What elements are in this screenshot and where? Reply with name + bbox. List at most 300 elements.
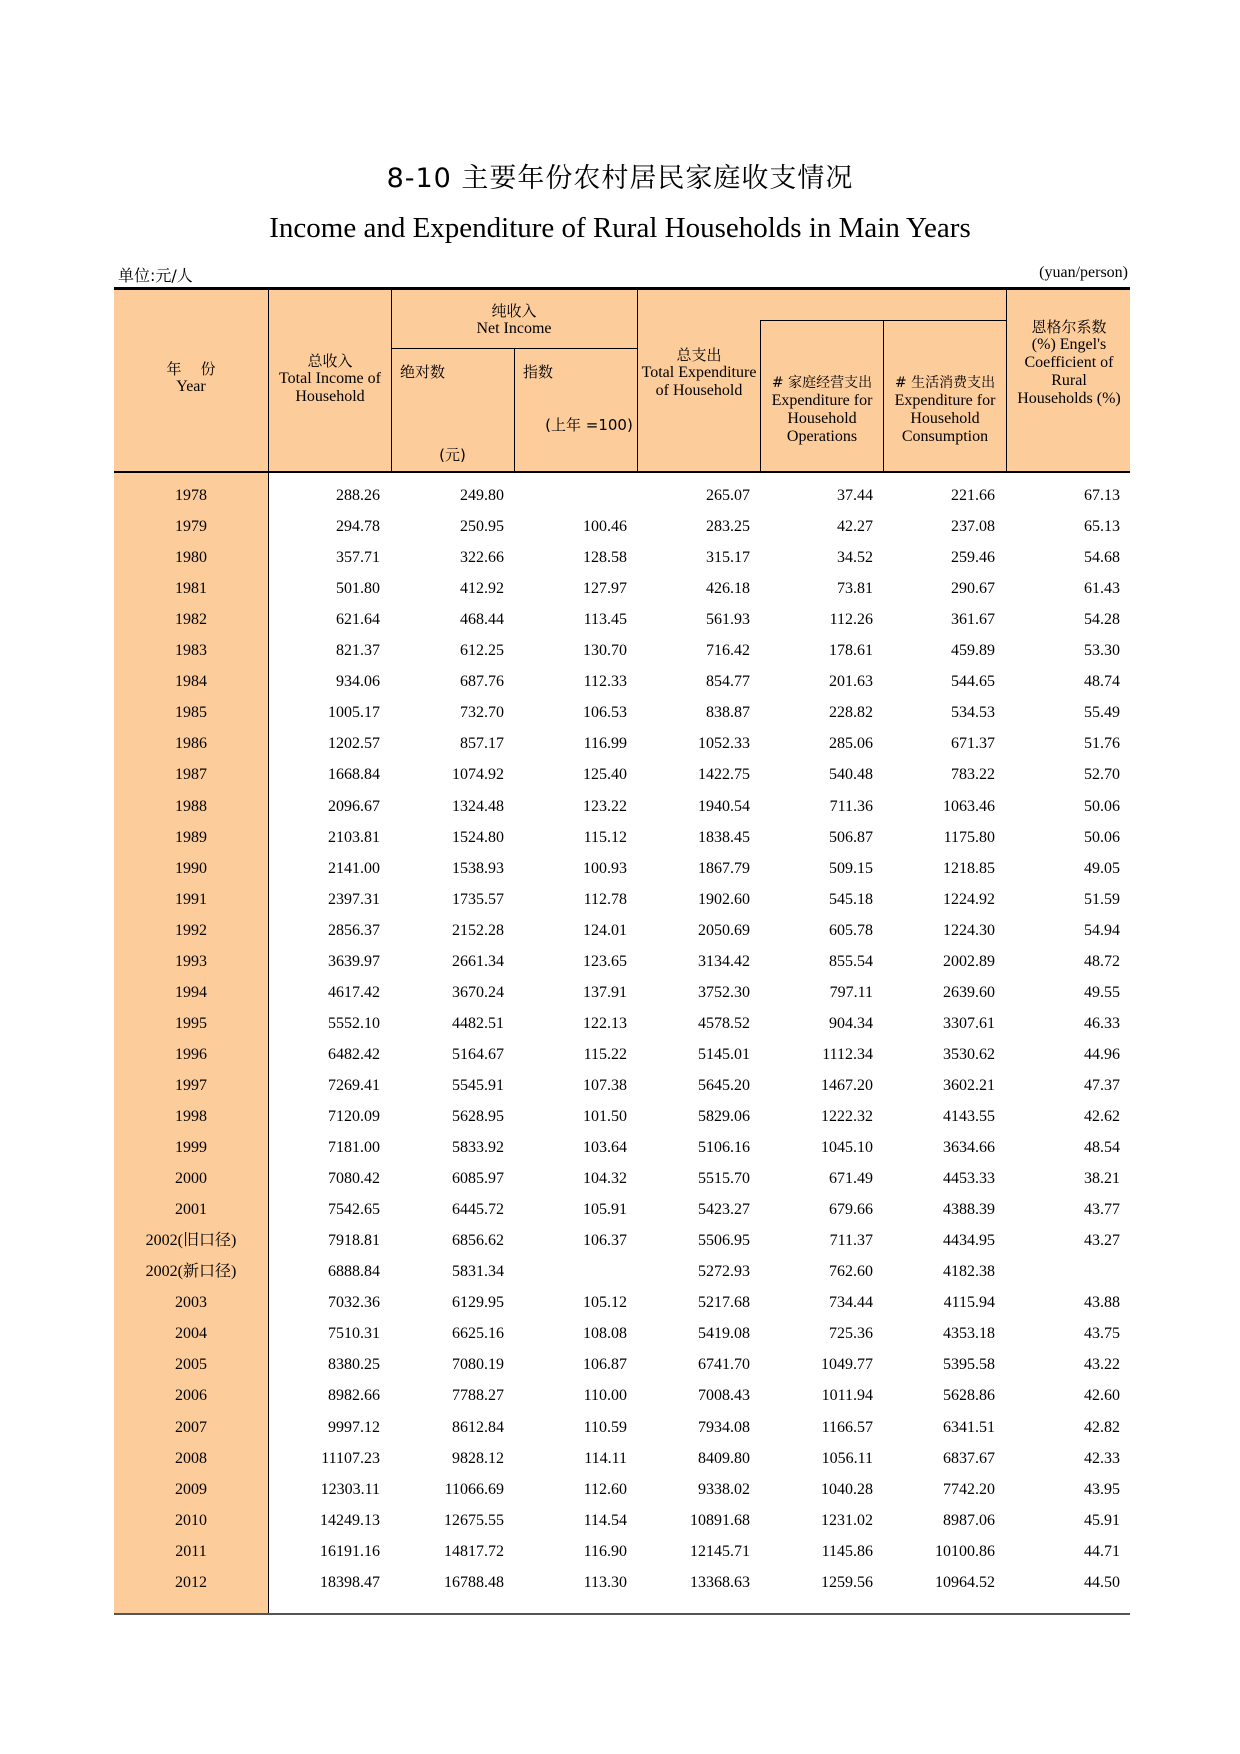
cell-year: 1996 [175, 1045, 207, 1063]
table-row [114, 1318, 1130, 1349]
cell-engel-coefficient: 51.59 [1084, 890, 1120, 908]
cell-total-expenditure: 8409.80 [698, 1449, 750, 1467]
cell-consumption-expenditure: 259.46 [951, 549, 995, 567]
cell-engel-coefficient: 49.55 [1084, 983, 1120, 1001]
cell-net-income-index: 130.70 [583, 642, 627, 660]
cell-net-income-index: 115.12 [583, 828, 627, 846]
cell-total-income: 1668.84 [328, 766, 380, 784]
cell-consumption-expenditure: 6341.51 [943, 1418, 995, 1436]
table-row [114, 635, 1130, 666]
header-divider [637, 290, 638, 471]
cell-operations-expenditure: 178.61 [829, 642, 873, 660]
cell-total-income: 16191.16 [320, 1542, 380, 1560]
cell-net-income-absolute: 16788.48 [444, 1573, 504, 1591]
header-engel-en: (%) Engel's Coefficient of Rural Households (%) [1017, 336, 1121, 407]
cell-net-income-index: 101.50 [583, 1108, 627, 1125]
header-op-exp-cn: # 家庭经营支出 [771, 375, 873, 391]
cell-year: 1992 [175, 921, 207, 939]
cell-operations-expenditure: 1259.56 [821, 1573, 873, 1591]
cell-net-income-index: 105.12 [583, 1294, 627, 1312]
cell-net-income-absolute: 4482.51 [452, 1014, 504, 1032]
cell-consumption-expenditure: 534.53 [951, 704, 995, 722]
cell-total-expenditure: 838.87 [706, 704, 750, 722]
cell-total-expenditure: 7934.08 [698, 1418, 750, 1436]
cell-net-income-index: 124.01 [583, 921, 627, 939]
cell-consumption-expenditure: 1224.92 [943, 890, 995, 908]
cell-consumption-expenditure: 8987.06 [943, 1511, 995, 1529]
table-row [114, 542, 1130, 573]
cell-consumption-expenditure: 3602.21 [943, 1076, 995, 1094]
cell-net-income-index: 106.87 [583, 1356, 627, 1374]
cell-total-income: 621.64 [336, 611, 380, 629]
cell-consumption-expenditure: 290.67 [951, 580, 995, 598]
cell-operations-expenditure: 711.37 [829, 1232, 873, 1250]
cell-operations-expenditure: 1231.02 [821, 1511, 873, 1529]
cell-net-income-index: 105.91 [583, 1201, 627, 1219]
cell-net-income-absolute: 5831.34 [452, 1263, 504, 1281]
cell-operations-expenditure: 734.44 [829, 1294, 873, 1312]
cell-consumption-expenditure: 7742.20 [943, 1480, 995, 1498]
cell-engel-coefficient: 54.94 [1084, 921, 1120, 939]
cell-consumption-expenditure: 671.37 [951, 735, 995, 753]
cell-operations-expenditure: 201.63 [829, 673, 873, 691]
table-row [114, 1474, 1130, 1505]
cell-net-income-index: 137.91 [583, 983, 627, 1001]
cell-net-income-index: 116.99 [583, 735, 627, 753]
table-row [114, 1163, 1130, 1194]
header-year [114, 360, 268, 396]
cell-operations-expenditure: 1222.32 [821, 1108, 873, 1125]
cell-net-income-absolute: 6445.72 [452, 1201, 504, 1219]
cell-operations-expenditure: 285.06 [829, 735, 873, 753]
table-row [114, 1256, 1130, 1287]
table-row [114, 1536, 1130, 1567]
header-divider [883, 320, 884, 471]
header-divider [760, 320, 761, 471]
cell-engel-coefficient: 43.22 [1084, 1356, 1120, 1374]
cell-operations-expenditure: 506.87 [829, 828, 873, 846]
cell-consumption-expenditure: 3307.61 [943, 1014, 995, 1032]
cell-year: 1993 [175, 952, 207, 970]
cell-year: 1995 [175, 1014, 207, 1032]
cell-year: 2006 [175, 1387, 207, 1405]
header-total-exp-en: Total Expenditure of Household [641, 364, 757, 399]
cell-total-income: 7542.65 [328, 1201, 380, 1219]
cell-year: 1988 [175, 797, 207, 815]
cell-year: 1987 [175, 766, 207, 784]
cell-net-income-index: 100.46 [583, 518, 627, 536]
cell-operations-expenditure: 1056.11 [821, 1449, 873, 1467]
cell-year: 1984 [175, 673, 207, 691]
cell-total-expenditure: 6741.70 [698, 1356, 750, 1374]
cell-total-expenditure: 5106.16 [698, 1139, 750, 1157]
cell-total-expenditure: 5272.93 [698, 1263, 750, 1281]
cell-engel-coefficient: 44.71 [1084, 1542, 1120, 1560]
table-row [114, 1225, 1130, 1256]
cell-year: 2007 [175, 1418, 207, 1436]
cell-consumption-expenditure: 4434.95 [943, 1232, 995, 1250]
cell-net-income-index: 106.53 [583, 704, 627, 722]
header-op-exp-en: Expenditure for Household Operations [771, 392, 873, 445]
cell-total-income: 2856.37 [328, 921, 380, 939]
cell-net-income-absolute: 5628.95 [452, 1108, 504, 1125]
cell-net-income-index: 127.97 [583, 580, 627, 598]
cell-year: 2003 [175, 1294, 207, 1312]
cell-total-income: 14249.13 [320, 1511, 380, 1529]
cell-engel-coefficient: 43.95 [1084, 1480, 1120, 1498]
cell-operations-expenditure: 855.54 [829, 952, 873, 970]
cell-year: 1981 [175, 580, 207, 598]
cell-operations-expenditure: 605.78 [829, 921, 873, 939]
header-operations-expenditure [762, 374, 882, 446]
cell-operations-expenditure: 1049.77 [821, 1356, 873, 1374]
cell-total-income: 2141.00 [328, 859, 380, 877]
table-row [114, 1101, 1130, 1132]
header-divider [760, 320, 1006, 321]
cell-engel-coefficient: 47.37 [1084, 1076, 1120, 1094]
cell-engel-coefficient: 42.33 [1084, 1449, 1120, 1467]
cell-year: 1983 [175, 642, 207, 660]
cell-total-expenditure: 1052.33 [698, 735, 750, 753]
cell-engel-coefficient: 42.60 [1084, 1387, 1120, 1405]
header-index-unit: (上年 =100) [545, 416, 633, 434]
header-year-cn: 年 份 [166, 360, 216, 378]
cell-net-income-absolute: 2661.34 [452, 952, 504, 970]
cell-net-income-absolute: 3670.24 [452, 983, 504, 1001]
cell-net-income-absolute: 6085.97 [452, 1170, 504, 1188]
cell-year: 1999 [175, 1139, 207, 1157]
cell-total-income: 2103.81 [328, 828, 380, 846]
cell-total-income: 501.80 [336, 580, 380, 598]
cell-net-income-absolute: 1074.92 [452, 766, 504, 784]
cell-net-income-absolute: 322.66 [460, 549, 504, 567]
cell-net-income-index: 108.08 [583, 1325, 627, 1343]
cell-year: 2005 [175, 1356, 207, 1374]
cell-engel-coefficient: 65.13 [1084, 518, 1120, 536]
header-consumption-expenditure [885, 374, 1005, 446]
table-row [114, 853, 1130, 884]
cell-net-income-absolute: 249.80 [460, 487, 504, 504]
cell-engel-coefficient: 52.70 [1084, 766, 1120, 784]
table-row [114, 573, 1130, 604]
cell-engel-coefficient: 42.82 [1084, 1418, 1120, 1436]
cell-engel-coefficient: 43.75 [1084, 1325, 1120, 1343]
cell-total-expenditure: 3134.42 [698, 952, 750, 970]
cell-total-expenditure: 1867.79 [698, 859, 750, 877]
cell-consumption-expenditure: 783.22 [951, 766, 995, 784]
cell-year: 2002(旧口径) [145, 1232, 237, 1250]
cell-total-income: 1005.17 [328, 704, 380, 722]
cell-engel-coefficient: 44.96 [1084, 1045, 1120, 1063]
table-row [114, 604, 1130, 635]
cell-consumption-expenditure: 1063.46 [943, 797, 995, 815]
cell-total-expenditure: 315.17 [706, 549, 750, 567]
cell-total-expenditure: 12145.71 [690, 1542, 750, 1560]
cell-total-expenditure: 5829.06 [698, 1108, 750, 1125]
table-row [114, 1039, 1130, 1070]
cell-total-income: 5552.10 [328, 1014, 380, 1032]
table-header [114, 290, 1130, 471]
table-row [114, 1287, 1130, 1318]
cell-total-expenditure: 7008.43 [698, 1387, 750, 1405]
cell-engel-coefficient: 43.88 [1084, 1294, 1120, 1312]
table-row [114, 666, 1130, 697]
cell-total-income: 7032.36 [328, 1294, 380, 1312]
cell-total-expenditure: 5419.08 [698, 1325, 750, 1343]
cell-total-expenditure: 426.18 [706, 580, 750, 598]
cell-engel-coefficient: 44.50 [1084, 1573, 1120, 1591]
cell-net-income-index: 116.90 [583, 1542, 627, 1560]
cell-total-income: 821.37 [336, 642, 380, 660]
table-bottom-rule [114, 1613, 1130, 1615]
cell-net-income-absolute: 2152.28 [452, 921, 504, 939]
cell-total-income: 2096.67 [328, 797, 380, 815]
cell-consumption-expenditure: 1175.80 [943, 828, 995, 846]
table-row [114, 1349, 1130, 1380]
cell-total-expenditure: 9338.02 [698, 1480, 750, 1498]
cell-year: 2002(新口径) [145, 1263, 237, 1281]
cell-total-income: 1202.57 [328, 735, 380, 753]
cell-total-expenditure: 10891.68 [690, 1511, 750, 1529]
cell-total-expenditure: 5506.95 [698, 1232, 750, 1250]
cell-net-income-index: 125.40 [583, 766, 627, 784]
cell-net-income-index: 114.54 [583, 1511, 627, 1529]
header-net-income-en: Net Income [476, 320, 552, 337]
cell-net-income-index: 107.38 [583, 1076, 627, 1094]
cell-total-expenditure: 854.77 [706, 673, 750, 691]
cell-total-expenditure: 5423.27 [698, 1201, 750, 1219]
header-total-income-en: Total Income of Household [279, 370, 381, 405]
header-divider [1006, 290, 1007, 471]
cell-operations-expenditure: 1112.34 [822, 1045, 873, 1063]
cell-total-expenditure: 283.25 [706, 518, 750, 536]
cell-year: 1978 [175, 487, 207, 504]
table-row [114, 977, 1130, 1008]
cell-year: 1990 [175, 859, 207, 877]
cell-operations-expenditure: 679.66 [829, 1201, 873, 1219]
cell-consumption-expenditure: 2002.89 [943, 952, 995, 970]
cell-engel-coefficient: 48.72 [1084, 952, 1120, 970]
cell-consumption-expenditure: 5628.86 [943, 1387, 995, 1405]
cell-consumption-expenditure: 1224.30 [943, 921, 995, 939]
cell-net-income-absolute: 7788.27 [452, 1387, 504, 1405]
header-total-income [269, 352, 391, 406]
cell-net-income-index: 113.30 [583, 1573, 627, 1591]
cell-net-income-index: 115.22 [583, 1045, 627, 1063]
cell-consumption-expenditure: 4453.33 [943, 1170, 995, 1188]
cell-net-income-absolute: 732.70 [460, 704, 504, 722]
cell-operations-expenditure: 1467.20 [821, 1076, 873, 1094]
header-net-income [391, 302, 637, 338]
cell-operations-expenditure: 228.82 [829, 704, 873, 722]
cell-consumption-expenditure: 5395.58 [943, 1356, 995, 1374]
cell-engel-coefficient: 67.13 [1084, 487, 1120, 504]
page-title-cn: 8-10 主要年份农村居民家庭收支情况 [386, 163, 854, 194]
cell-engel-coefficient: 43.27 [1084, 1232, 1120, 1250]
cell-consumption-expenditure: 4143.55 [943, 1108, 995, 1125]
cell-consumption-expenditure: 4353.18 [943, 1325, 995, 1343]
cell-operations-expenditure: 725.36 [829, 1325, 873, 1343]
cell-year: 2010 [175, 1511, 207, 1529]
cell-year: 1989 [175, 828, 207, 846]
cell-engel-coefficient: 42.62 [1084, 1108, 1120, 1125]
cell-net-income-absolute: 7080.19 [452, 1356, 504, 1374]
cell-net-income-absolute: 6625.16 [452, 1325, 504, 1343]
cell-consumption-expenditure: 459.89 [951, 642, 995, 660]
cell-total-income: 7269.41 [328, 1076, 380, 1094]
header-total-exp-cn: 总支出 [676, 346, 722, 364]
cell-engel-coefficient: 50.06 [1084, 797, 1120, 815]
cell-year: 2009 [175, 1480, 207, 1498]
cell-operations-expenditure: 1166.57 [821, 1418, 873, 1436]
cell-consumption-expenditure: 221.66 [951, 487, 995, 504]
cell-year: 2004 [175, 1325, 207, 1343]
cell-total-income: 7181.00 [328, 1139, 380, 1157]
cell-total-expenditure: 5645.20 [698, 1076, 750, 1094]
header-engel-cn: 恩格尔系数 [1031, 318, 1107, 336]
header-total-income-cn: 总收入 [307, 352, 353, 370]
cell-net-income-index: 106.37 [583, 1232, 627, 1250]
cell-net-income-absolute: 8612.84 [452, 1418, 504, 1436]
table-row [114, 1070, 1130, 1101]
table-row [114, 511, 1130, 542]
cell-consumption-expenditure: 10964.52 [935, 1573, 995, 1591]
cell-year: 1979 [175, 518, 207, 536]
table-row [114, 1132, 1130, 1163]
cell-total-expenditure: 3752.30 [698, 983, 750, 1001]
cell-total-expenditure: 5217.68 [698, 1294, 750, 1312]
cell-year: 1994 [175, 983, 207, 1001]
cell-operations-expenditure: 540.48 [829, 766, 873, 784]
cell-net-income-index: 100.93 [583, 859, 627, 877]
cell-total-expenditure: 1422.75 [698, 766, 750, 784]
table-row [114, 697, 1130, 728]
table-row [114, 1194, 1130, 1225]
cell-year: 1997 [175, 1076, 207, 1094]
cell-consumption-expenditure: 2639.60 [943, 983, 995, 1001]
cell-net-income-absolute: 687.76 [460, 673, 504, 691]
cell-operations-expenditure: 1145.86 [821, 1542, 873, 1560]
cell-engel-coefficient: 54.68 [1084, 549, 1120, 567]
header-divider [391, 348, 637, 349]
cell-net-income-index: 104.32 [583, 1170, 627, 1188]
cell-total-income: 4617.42 [328, 983, 380, 1001]
cell-net-income-index: 103.64 [583, 1139, 627, 1157]
cell-net-income-index: 123.65 [583, 952, 627, 970]
cell-year: 1998 [175, 1108, 207, 1125]
header-engel [1014, 318, 1124, 408]
cell-net-income-absolute: 5164.67 [452, 1045, 504, 1063]
cell-year: 1985 [175, 704, 207, 722]
header-total-expenditure [640, 346, 758, 400]
cell-net-income-index: 110.59 [583, 1418, 627, 1436]
table-row [114, 480, 1130, 511]
cell-net-income-absolute: 468.44 [460, 611, 504, 629]
cell-year: 2012 [175, 1573, 207, 1591]
cell-consumption-expenditure: 1218.85 [943, 859, 995, 877]
cell-total-income: 6482.42 [328, 1045, 380, 1063]
header-cons-exp-cn: # 生活消费支出 [894, 375, 996, 391]
cell-net-income-absolute: 14817.72 [444, 1542, 504, 1560]
cell-net-income-absolute: 1735.57 [452, 890, 504, 908]
cell-net-income-absolute: 12675.55 [444, 1511, 504, 1529]
header-cons-exp-en: Expenditure for Household Consumption [894, 392, 996, 445]
cell-net-income-index: 112.60 [583, 1480, 627, 1498]
cell-net-income-absolute: 412.92 [460, 580, 504, 598]
cell-net-income-index: 122.13 [583, 1014, 627, 1032]
table-row [114, 1505, 1130, 1536]
cell-net-income-absolute: 6129.95 [452, 1294, 504, 1312]
cell-operations-expenditure: 34.52 [837, 549, 873, 567]
cell-year: 2001 [175, 1201, 207, 1219]
header-year-en: Year [176, 378, 206, 395]
cell-engel-coefficient: 49.05 [1084, 859, 1120, 877]
cell-total-income: 357.71 [336, 549, 380, 567]
cell-year: 2011 [175, 1542, 207, 1560]
cell-consumption-expenditure: 4388.39 [943, 1201, 995, 1219]
cell-total-expenditure: 4578.52 [698, 1014, 750, 1032]
table-row [114, 1380, 1130, 1411]
cell-total-income: 288.26 [336, 487, 380, 504]
cell-total-income: 2397.31 [328, 890, 380, 908]
cell-net-income-index: 112.33 [583, 673, 627, 691]
cell-net-income-absolute: 1524.80 [452, 828, 504, 846]
cell-consumption-expenditure: 3634.66 [943, 1139, 995, 1157]
cell-total-expenditure: 1940.54 [698, 797, 750, 815]
cell-engel-coefficient: 45.91 [1084, 1511, 1120, 1529]
cell-engel-coefficient: 51.76 [1084, 735, 1120, 753]
cell-total-income: 3639.97 [328, 952, 380, 970]
cell-engel-coefficient: 55.49 [1084, 704, 1120, 722]
cell-total-expenditure: 265.07 [706, 487, 750, 504]
header-divider [514, 348, 515, 471]
cell-engel-coefficient: 53.30 [1084, 642, 1120, 660]
cell-consumption-expenditure: 544.65 [951, 673, 995, 691]
cell-net-income-absolute: 1538.93 [452, 859, 504, 877]
cell-consumption-expenditure: 4115.94 [943, 1294, 995, 1312]
cell-engel-coefficient: 38.21 [1084, 1170, 1120, 1188]
cell-operations-expenditure: 73.81 [837, 580, 873, 598]
cell-net-income-absolute: 612.25 [460, 642, 504, 660]
cell-operations-expenditure: 711.36 [829, 797, 873, 815]
cell-consumption-expenditure: 10100.86 [935, 1542, 995, 1560]
cell-consumption-expenditure: 4182.38 [943, 1263, 995, 1281]
cell-total-income: 18398.47 [320, 1573, 380, 1591]
cell-net-income-index: 112.78 [583, 890, 627, 908]
cell-total-expenditure: 561.93 [706, 611, 750, 629]
unit-label-cn: 单位:元/人 [118, 266, 193, 285]
table-body [114, 473, 1130, 1613]
cell-operations-expenditure: 1040.28 [821, 1480, 873, 1498]
cell-year: 2008 [175, 1449, 207, 1467]
cell-operations-expenditure: 37.44 [837, 487, 873, 504]
table-row [114, 1567, 1130, 1598]
cell-net-income-index: 113.45 [583, 611, 627, 629]
cell-total-income: 934.06 [336, 673, 380, 691]
cell-engel-coefficient: 50.06 [1084, 828, 1120, 846]
header-absolute-unit: (元) [439, 446, 466, 464]
cell-total-income: 294.78 [336, 518, 380, 536]
cell-engel-coefficient: 61.43 [1084, 580, 1120, 598]
cell-net-income-index: 110.00 [583, 1387, 627, 1405]
table-row [114, 1412, 1130, 1443]
header-index-cn: 指数 [523, 363, 554, 381]
cell-consumption-expenditure: 6837.67 [943, 1449, 995, 1467]
cell-net-income-index: 114.11 [584, 1449, 627, 1467]
table-row [114, 884, 1130, 915]
table-row [114, 1008, 1130, 1039]
cell-net-income-absolute: 5833.92 [452, 1139, 504, 1157]
